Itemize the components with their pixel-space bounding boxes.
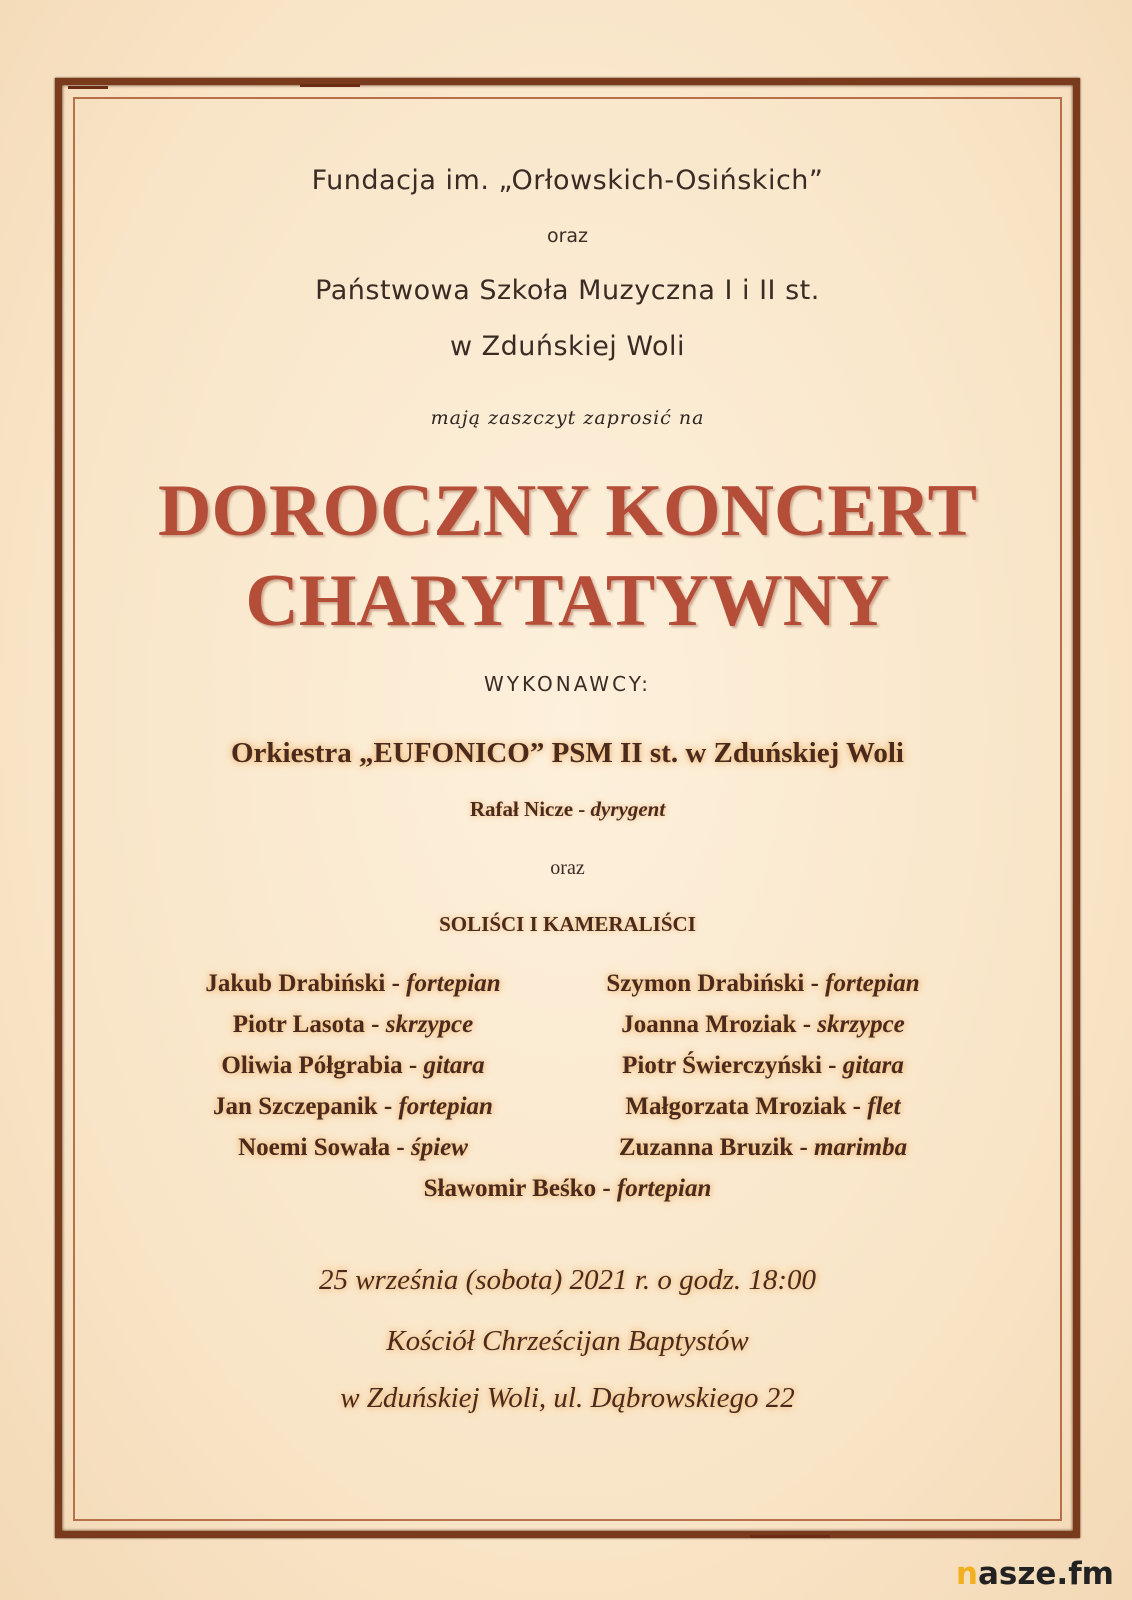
frame-decoration [750, 1535, 830, 1538]
soloist-entry [133, 1134, 573, 1162]
soloist-instrument: flet [867, 1093, 901, 1120]
soloist-entry [133, 1052, 573, 1080]
soloist-instrument: śpiew [410, 1134, 468, 1161]
soloist-instrument: fortepian [616, 1175, 712, 1202]
watermark-logo [956, 1556, 1114, 1592]
soloist-name: Oliwia Półgrabia - [221, 1052, 418, 1079]
conjunction-oraz: oraz [546, 225, 589, 247]
soloist-name: Jakub Drabiński - [205, 970, 400, 997]
event-address: w Zduńskiej Woli, ul. Dąbrowskiego 22 [340, 1382, 795, 1414]
title-line-1: DOROCZNY KONCERT [158, 470, 977, 552]
soloist-instrument: fortepian [398, 1093, 493, 1120]
soloist-entry [133, 970, 573, 998]
event-date: 25 września (sobota) 2021 r. o godz. 18:00 [318, 1264, 817, 1296]
conductor-role: dyrygent [590, 797, 666, 821]
soloist-name: Małgorzata Mroziak - [625, 1093, 861, 1120]
soloist-entry [543, 1134, 983, 1162]
soloist-entry [543, 1052, 983, 1080]
performers-label: WYKONAWCY: [484, 672, 651, 696]
soloist-instrument: gitara [423, 1052, 485, 1079]
conductor-name: Rafał Nicze - [469, 797, 586, 821]
invitation-text: mają zaszczyt zaprosić na [430, 407, 705, 429]
soloist-instrument: marimba [814, 1134, 908, 1161]
soloist-name: Piotr Świerczyński - [622, 1052, 837, 1079]
soloist-entry [543, 1011, 983, 1039]
soloist-entry [543, 1093, 983, 1121]
watermark-accent-letter: n [955, 1556, 978, 1592]
frame-decoration [68, 86, 108, 89]
poster-content [73, 97, 1062, 1521]
soloist-name: Joanna Mroziak - [621, 1011, 812, 1038]
soloist-entry [133, 1011, 573, 1039]
soloist-entry [543, 970, 983, 998]
soloist-instrument: fortepian [825, 970, 920, 997]
soloist-name: Noemi Sowała - [238, 1134, 405, 1161]
organizer-foundation: Fundacja im. „Orłowskich-Osińskich” [311, 165, 824, 196]
frame-decoration [300, 84, 360, 87]
title-line-2: CHARYTATYWNY [245, 560, 890, 642]
organizer-school-city: w Zduńskiej Woli [449, 331, 686, 362]
conductor [73, 797, 1062, 822]
soloist-name: Piotr Lasota - [232, 1011, 380, 1038]
event-venue: Kościół Chrześcijan Baptystów [386, 1325, 749, 1357]
soloist-instrument: skrzypce [817, 1011, 905, 1038]
soloist-instrument: skrzypce [385, 1011, 474, 1038]
soloist-entry [73, 1175, 1062, 1203]
conjunction-oraz-2: oraz [550, 857, 585, 879]
orchestra-name: Orkiestra „EUFONICO” PSM II st. w Zduńskiej Woli [231, 737, 904, 769]
soloist-name: Sławomir Beśko - [423, 1175, 611, 1202]
soloist-instrument: gitara [842, 1052, 904, 1079]
soloist-entry [133, 1093, 573, 1121]
soloist-name: Jan Szczepanik - [213, 1093, 393, 1120]
soloist-instrument: fortepian [406, 970, 501, 997]
soloist-name: Zuzanna Bruzik - [618, 1134, 808, 1161]
organizer-school: Państwowa Szkoła Muzyczna I i II st. [315, 275, 820, 306]
soloists-heading: SOLIŚCI I KAMERALIŚCI [439, 912, 696, 936]
watermark-text: asze.fm [977, 1556, 1114, 1592]
soloist-name: Szymon Drabiński - [606, 970, 819, 997]
